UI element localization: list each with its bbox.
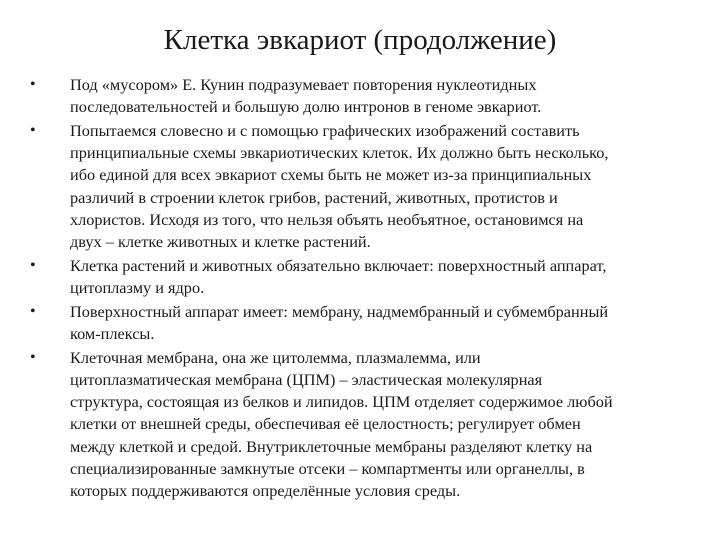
bullet-text-line: ибо единой для всех эвкариот схемы быть не может из-за принципиальных <box>70 165 592 185</box>
bullet-text-line: Попытаемся словесно и с помощью графических изображений составить <box>70 121 580 140</box>
bullet-text-line: клетки от внешней среды, обеспечивая её целостность; регулирует обмен <box>70 414 581 434</box>
bullet-text-line: последовательностей и большую долю интронов в геноме эвкариот. <box>70 97 542 117</box>
bullet-dot-icon: • <box>30 122 36 139</box>
bullet-text-line: различий в строении клеток грибов, растений, животных, протистов и <box>70 187 558 207</box>
bullet-text-line: специализированные замкнутые отсеки – компартменты или органеллы, в <box>70 458 585 478</box>
bullet-item-5 <box>30 347 702 502</box>
bullet-dot-icon: • <box>30 348 36 366</box>
bullet-text-line: ком-плексы. <box>70 324 155 344</box>
bullet-text-line: Поверхностный аппарат имеет: мембрану, надмембранный и субмембранный <box>70 301 609 321</box>
bullet-item-3 <box>30 255 702 299</box>
bullet-dot-icon: • <box>30 76 36 93</box>
bullet-text-line: хлористов. Исходя из того, что нельзя объять необъятное, остановимся на <box>70 209 584 229</box>
bullet-text-line: между клеткой и средой. Внутриклеточные мембраны разделяют клетку на <box>70 436 593 456</box>
bullet-text-line: принципиальные схемы эвкариотических клеток. Их должно быть несколько, <box>70 143 609 163</box>
bullet-item-2 <box>30 120 702 253</box>
bullet-text-line: Клеточная мембрана, она же цитолемма, плазмалемма, или <box>70 347 481 367</box>
bullet-dot-icon: • <box>30 302 36 320</box>
bullet-text-line: цитоплазму и ядро. <box>70 278 205 298</box>
bullet-text-line: двух – клетке животных и клетке растений. <box>70 232 371 252</box>
bullet-text-line: структура, состоящая из белков и липидов. ЦПМ отделяет содержимое любой <box>70 392 613 412</box>
bullet-item-1 <box>30 74 702 118</box>
bullet-text-line: которых поддерживаются определённые условия среды. <box>70 481 461 501</box>
bullet-list <box>30 74 702 504</box>
bullet-text-line: Под «мусором» Е. Кунин подразумевает повторения нуклеотидных <box>70 75 537 94</box>
bullet-dot-icon: • <box>30 256 36 274</box>
bullet-item-4 <box>30 301 702 345</box>
bullet-text-line: Клетка растений и животных обязательно включает: поверхностный аппарат, <box>70 255 607 275</box>
bullet-text-line: цитоплазматическая мембрана (ЦПМ) – эластическая молекулярная <box>70 370 543 390</box>
slide-title: Клетка эвкариот (продолжение) <box>163 24 557 56</box>
